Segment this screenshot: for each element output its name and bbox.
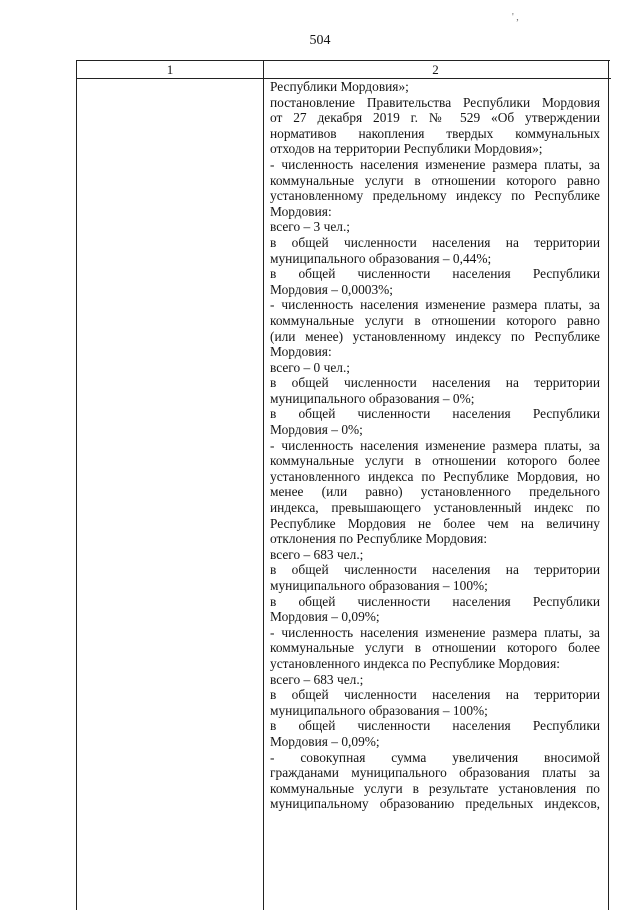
column-header-2: 2 [432, 62, 439, 77]
scan-artifact-mark: ' , [512, 12, 519, 23]
text-line: Мордовия – 0,09%; [270, 733, 380, 749]
text-line: в общей численности населения на территории [270, 375, 600, 391]
text-line: установленного индекса по Республике Мордовия: [270, 655, 560, 671]
text-line: установленного индекса по Республике Мордовия, но [270, 468, 600, 484]
text-line: установленному предельному индексу по Республике [270, 188, 600, 204]
column-2-text [270, 79, 600, 812]
text-line: Мордовия – 0,0003%; [270, 281, 394, 297]
text-line: всего – 0 чел.; [270, 359, 351, 375]
text-line: коммунальные услуги в отношении которого равно [270, 312, 600, 328]
text-line: муниципального образования – 0%; [270, 390, 475, 406]
table-right-border [608, 61, 609, 910]
text-line: в общей численности населения Республики [270, 266, 600, 282]
text-line: муниципального образования – 100%; [270, 578, 488, 593]
text-line: коммунальные услуги в результате установления по [270, 780, 600, 796]
column-header-1: 1 [166, 62, 174, 77]
text-line: в общей численности населения Республики [270, 593, 600, 609]
text-line: в общей численности населения на территории [270, 234, 600, 250]
text-line: в общей численности населения на территории [270, 687, 600, 703]
text-line: в общей численности населения на территории [270, 562, 600, 578]
text-line: - численность населения изменение размера платы, за [270, 297, 600, 313]
text-line: Мордовия: [270, 344, 332, 360]
text-line: (или менее) установленному индексу по Республике [270, 328, 600, 344]
text-line: Мордовия: [270, 203, 332, 219]
text-line: муниципального образования – 0,44%; [270, 250, 492, 266]
text-line: всего – 683 чел.; [270, 546, 364, 562]
text-line: Республики Мордовия»; [270, 79, 409, 94]
text-line: постановление Правительства Республики Мордовия [270, 94, 600, 110]
text-line: отклонения по Республике Мордовия: [270, 531, 488, 547]
text-line: менее (или равно) установленного предельного [270, 484, 600, 500]
text-line: - численность населения изменение размера платы, за [270, 437, 600, 453]
text-line: - совокупная сумма увеличения вносимой [270, 749, 600, 765]
text-line: коммунальные услуги в отношении которого равно [270, 172, 600, 188]
text-line: всего – 683 чел.; [270, 671, 364, 687]
text-line: коммунальные услуги в отношении которого более [270, 453, 600, 469]
text-line: муниципального образования – 100%; [270, 702, 488, 718]
text-line: муниципальному образованию предельных индексов, [270, 796, 600, 812]
text-line: - численность населения изменение размера платы, за [270, 156, 600, 172]
text-line: в общей численности населения Республики [270, 406, 600, 422]
page-number: 504 [309, 33, 331, 48]
text-line: Республике Мордовия не более чем на величину [270, 515, 600, 531]
text-line: Мордовия – 0%; [270, 422, 363, 438]
text-line: всего – 3 чел.; [270, 219, 351, 235]
text-line: коммунальные услуги в отношении которого более [270, 640, 600, 656]
text-line: в общей численности населения Республики [270, 718, 600, 734]
column-divider [263, 61, 264, 910]
text-line: отходов на территории Республики Мордовия»; [270, 141, 543, 157]
text-line: индекса, превышающего установленный индекс по [270, 500, 600, 516]
text-line: нормативов накопления твердых коммунальных [270, 125, 600, 141]
text-line: Мордовия – 0,09%; [270, 609, 380, 625]
text-line: - численность населения изменение размера платы, за [270, 624, 600, 640]
text-line: гражданами муниципального образования платы за [270, 765, 600, 781]
text-line: от 27 декабря 2019 г. № 529 «Об утверждении [270, 110, 600, 126]
